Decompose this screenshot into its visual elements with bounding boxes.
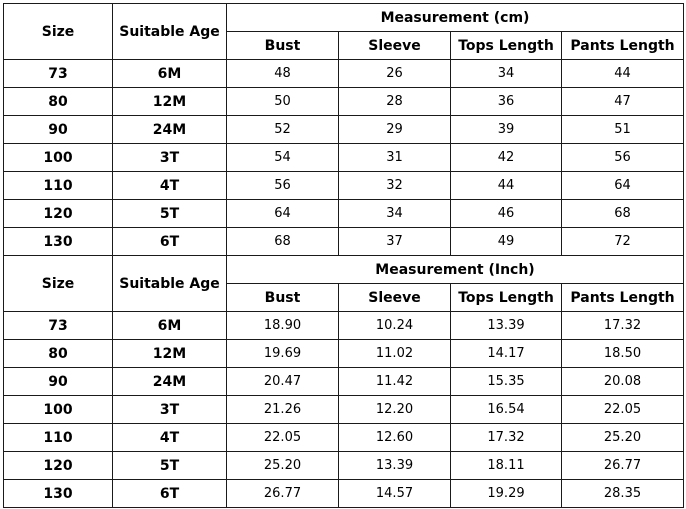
pants-length-cell: 17.32 [562,312,684,340]
pants-length-cell: 68 [562,200,684,228]
pants-length-cell: 56 [562,144,684,172]
tops-length-cell: 36 [451,88,562,116]
pants-length-cell: 25.20 [562,424,684,452]
size-cell: 110 [4,424,113,452]
bust-cell: 21.26 [227,396,339,424]
tops-length-cell: 39 [451,116,562,144]
size-cell: 73 [4,312,113,340]
tops-length-cell: 15.35 [451,368,562,396]
size-chart-table [3,3,684,508]
tops-length-cell: 13.39 [451,312,562,340]
suitable-age-header: Suitable Age [113,256,227,312]
size-cell: 130 [4,480,113,508]
bust-cell: 26.77 [227,480,339,508]
bust-cell: 64 [227,200,339,228]
age-cell: 6M [113,60,227,88]
column-header-bust: Bust [227,32,339,60]
bust-cell: 68 [227,228,339,256]
sleeve-cell: 37 [339,228,451,256]
pants-length-cell: 28.35 [562,480,684,508]
header-row-inch [4,256,684,284]
bust-cell: 20.47 [227,368,339,396]
pants-length-cell: 72 [562,228,684,256]
size-cell: 80 [4,340,113,368]
bust-cell: 25.20 [227,452,339,480]
table-row [4,88,684,116]
age-cell: 6M [113,312,227,340]
pants-length-cell: 64 [562,172,684,200]
pants-length-cell: 47 [562,88,684,116]
column-header-pants-length: Pants Length [562,32,684,60]
bust-cell: 48 [227,60,339,88]
column-header-tops-length: Tops Length [451,284,562,312]
tops-length-cell: 14.17 [451,340,562,368]
header-row-cm [4,4,684,32]
column-header-sleeve: Sleeve [339,32,451,60]
table-row [4,172,684,200]
size-cell: 80 [4,88,113,116]
pants-length-cell: 22.05 [562,396,684,424]
pants-length-cell: 26.77 [562,452,684,480]
sleeve-cell: 34 [339,200,451,228]
tops-length-cell: 19.29 [451,480,562,508]
pants-length-cell: 51 [562,116,684,144]
column-header-bust: Bust [227,284,339,312]
size-cell: 130 [4,228,113,256]
sleeve-cell: 13.39 [339,452,451,480]
bust-cell: 54 [227,144,339,172]
age-cell: 5T [113,452,227,480]
table-row [4,60,684,88]
table-row [4,116,684,144]
table-row [4,340,684,368]
tops-length-cell: 44 [451,172,562,200]
age-cell: 12M [113,340,227,368]
age-cell: 6T [113,228,227,256]
tops-length-cell: 18.11 [451,452,562,480]
tops-length-cell: 42 [451,144,562,172]
table-row [4,368,684,396]
table-row [4,396,684,424]
sleeve-cell: 29 [339,116,451,144]
age-cell: 3T [113,396,227,424]
sleeve-cell: 12.20 [339,396,451,424]
size-header: Size [4,4,113,60]
tops-length-cell: 34 [451,60,562,88]
column-header-pants-length: Pants Length [562,284,684,312]
size-cell: 73 [4,60,113,88]
column-header-tops-length: Tops Length [451,32,562,60]
age-cell: 12M [113,88,227,116]
pants-length-cell: 20.08 [562,368,684,396]
age-cell: 24M [113,116,227,144]
table-row [4,228,684,256]
size-cell: 120 [4,200,113,228]
sleeve-cell: 11.02 [339,340,451,368]
age-cell: 3T [113,144,227,172]
sleeve-cell: 11.42 [339,368,451,396]
pants-length-cell: 18.50 [562,340,684,368]
size-cell: 120 [4,452,113,480]
bust-cell: 56 [227,172,339,200]
size-cell: 90 [4,116,113,144]
bust-cell: 19.69 [227,340,339,368]
size-header: Size [4,256,113,312]
tops-length-cell: 46 [451,200,562,228]
pants-length-cell: 44 [562,60,684,88]
table-row [4,480,684,508]
column-header-sleeve: Sleeve [339,284,451,312]
size-cell: 110 [4,172,113,200]
age-cell: 6T [113,480,227,508]
sleeve-cell: 28 [339,88,451,116]
measurement-header-cm: Measurement (cm) [227,4,684,32]
sleeve-cell: 32 [339,172,451,200]
tops-length-cell: 16.54 [451,396,562,424]
table-row [4,424,684,452]
sleeve-cell: 26 [339,60,451,88]
sleeve-cell: 14.57 [339,480,451,508]
sleeve-cell: 10.24 [339,312,451,340]
sleeve-cell: 31 [339,144,451,172]
size-cell: 90 [4,368,113,396]
sleeve-cell: 12.60 [339,424,451,452]
bust-cell: 22.05 [227,424,339,452]
age-cell: 24M [113,368,227,396]
size-cell: 100 [4,396,113,424]
age-cell: 4T [113,424,227,452]
size-chart [3,3,683,506]
bust-cell: 52 [227,116,339,144]
suitable-age-header: Suitable Age [113,4,227,60]
table-row [4,452,684,480]
age-cell: 5T [113,200,227,228]
table-row [4,200,684,228]
size-cell: 100 [4,144,113,172]
bust-cell: 50 [227,88,339,116]
tops-length-cell: 17.32 [451,424,562,452]
table-row [4,312,684,340]
tops-length-cell: 49 [451,228,562,256]
measurement-header-inch: Measurement (Inch) [227,256,684,284]
age-cell: 4T [113,172,227,200]
bust-cell: 18.90 [227,312,339,340]
table-row [4,144,684,172]
